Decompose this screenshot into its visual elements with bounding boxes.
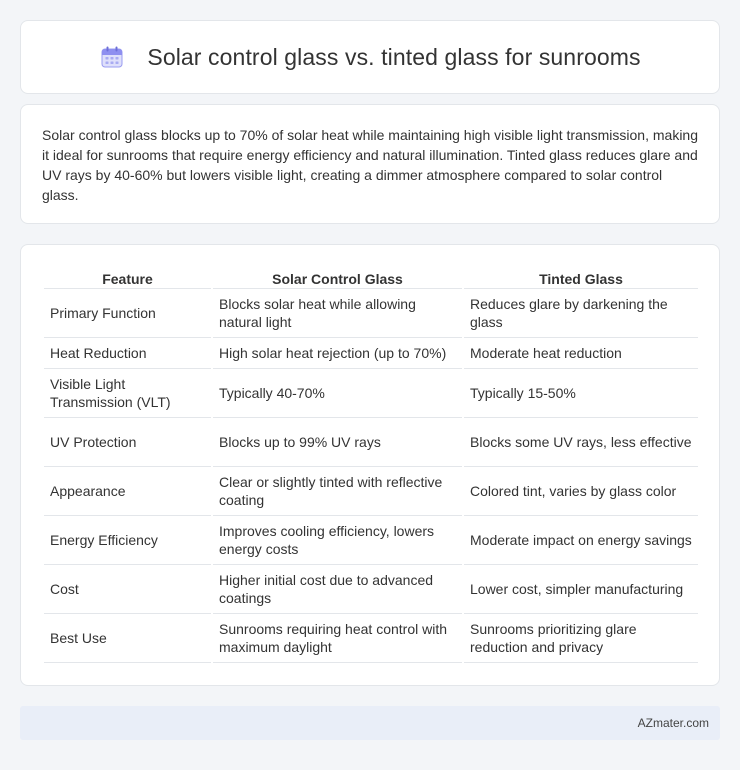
feature-cell: Appearance	[44, 467, 211, 516]
table-row	[44, 565, 698, 614]
table-row	[44, 614, 698, 663]
page-title: Solar control glass vs. tinted glass for sunrooms	[147, 43, 641, 70]
feature-cell: Heat Reduction	[44, 338, 211, 369]
table-row	[44, 418, 698, 467]
comparison-table	[42, 264, 700, 663]
solar-cell: Typically 40-70%	[213, 369, 462, 418]
header-tinted-glass: Tinted Glass	[464, 264, 698, 289]
tinted-cell: Lower cost, simpler manufacturing	[464, 565, 698, 614]
footer	[20, 706, 720, 740]
tinted-cell: Sunrooms prioritizing glare reduction and privacy	[464, 614, 698, 663]
tinted-cell: Moderate heat reduction	[464, 338, 698, 369]
header-feature: Feature	[44, 264, 211, 289]
solar-cell: Sunrooms requiring heat control with maximum daylight	[213, 614, 462, 663]
feature-cell: Primary Function	[44, 289, 211, 338]
tinted-cell: Moderate impact on energy savings	[464, 516, 698, 565]
solar-cell: High solar heat rejection (up to 70%)	[213, 338, 462, 369]
table-row	[44, 467, 698, 516]
table-row	[44, 289, 698, 338]
table-row	[44, 369, 698, 418]
tinted-cell: Reduces glare by darkening the glass	[464, 289, 698, 338]
solar-cell: Blocks up to 99% UV rays	[213, 418, 462, 467]
table-header-row	[44, 264, 698, 289]
feature-cell: Energy Efficiency	[44, 516, 211, 565]
comparison-table-card	[20, 244, 720, 686]
table-row	[44, 338, 698, 369]
feature-cell: Best Use	[44, 614, 211, 663]
feature-cell: UV Protection	[44, 418, 211, 467]
tinted-cell: Typically 15-50%	[464, 369, 698, 418]
feature-cell: Visible Light Transmission (VLT)	[44, 369, 211, 418]
intro-card	[20, 104, 720, 224]
header-solar-control-glass: Solar Control Glass	[213, 264, 462, 289]
calendar-icon	[99, 44, 125, 70]
feature-cell: Cost	[44, 565, 211, 614]
title-card	[20, 20, 720, 94]
footer-brand[interactable]: AZmater.com	[637, 716, 709, 730]
solar-cell: Higher initial cost due to advanced coatings	[213, 565, 462, 614]
tinted-cell: Colored tint, varies by glass color	[464, 467, 698, 516]
table-row	[44, 516, 698, 565]
tinted-cell: Blocks some UV rays, less effective	[464, 418, 698, 467]
intro-text: Solar control glass blocks up to 70% of solar heat while maintaining high visible light transmission, making it ideal for sunrooms that require energy efficiency and natural illumination. Tinted glass reduces glare and UV rays by 40-60% but lowers visible light, creating a dimmer atmosphere compared to solar control glass.	[42, 127, 698, 203]
solar-cell: Blocks solar heat while allowing natural light	[213, 289, 462, 338]
solar-cell: Clear or slightly tinted with reflective coating	[213, 467, 462, 516]
solar-cell: Improves cooling efficiency, lowers energy costs	[213, 516, 462, 565]
